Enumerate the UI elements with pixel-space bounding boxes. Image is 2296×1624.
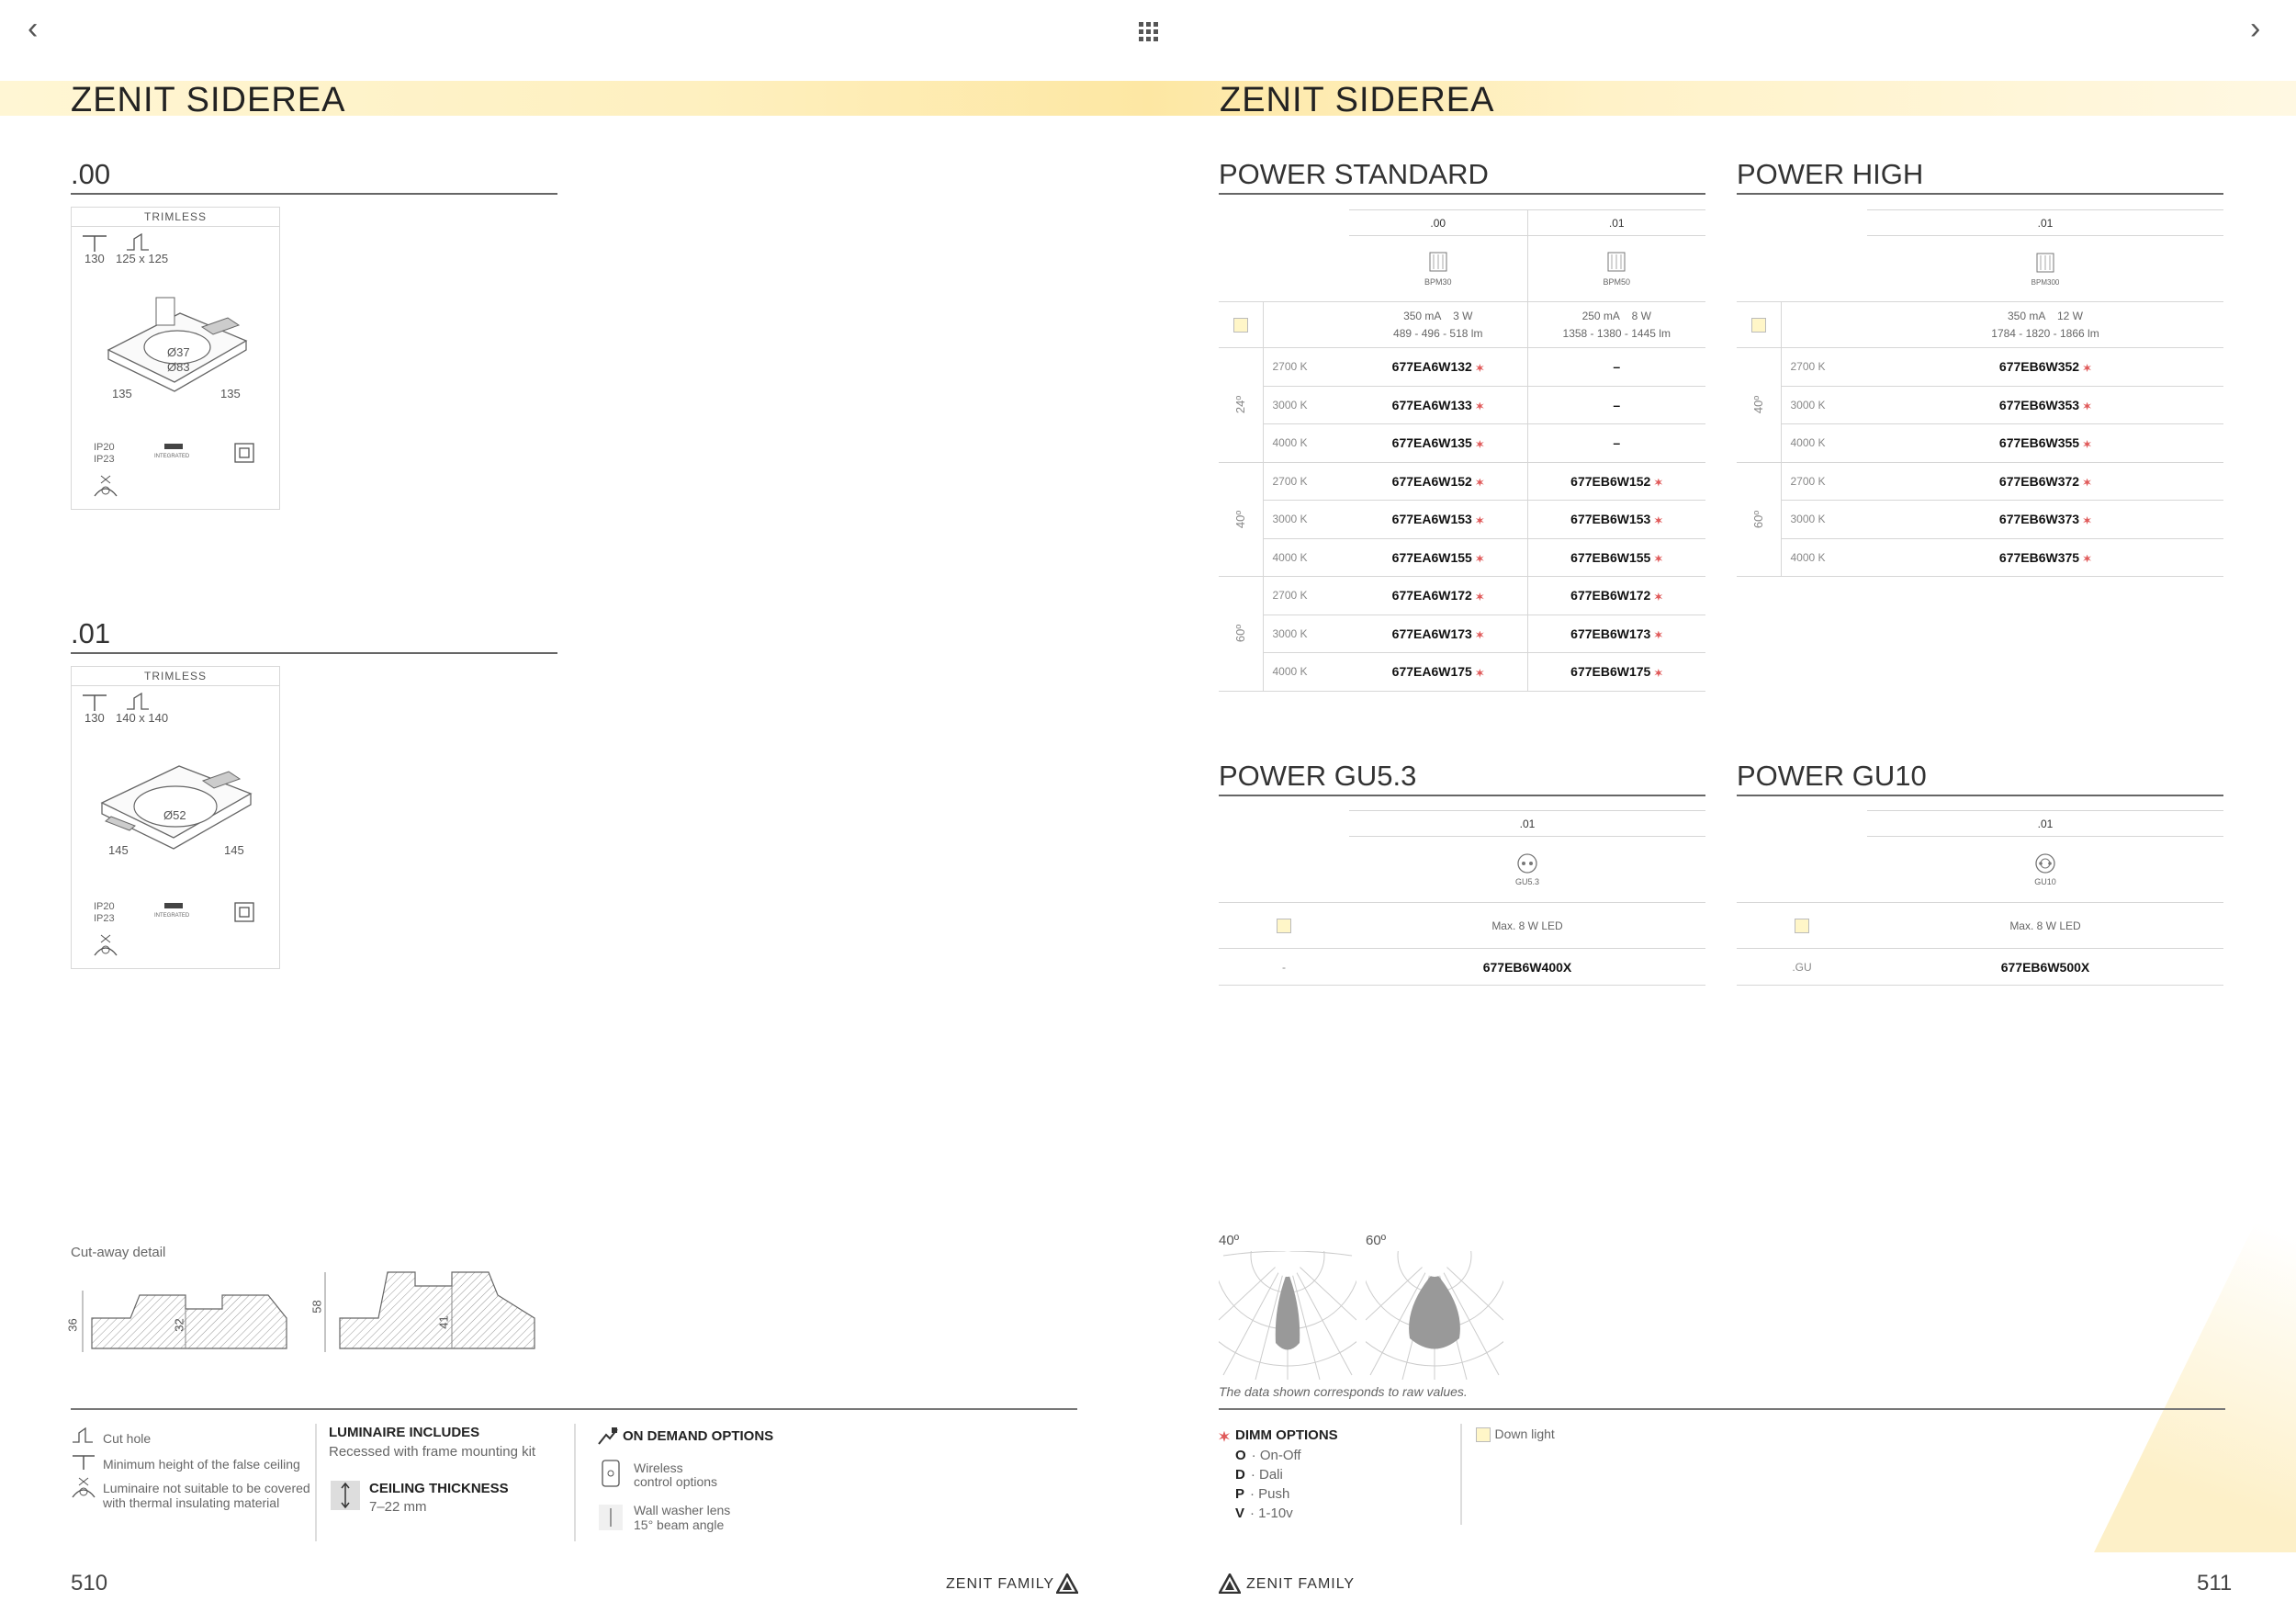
down-light-icon <box>1476 1427 1491 1442</box>
col-code: .01 <box>1349 811 1705 837</box>
dimm-icon <box>2083 440 2091 448</box>
spec-cell: 250 mA 8 W 1358 - 1380 - 1445 lm <box>1527 302 1705 348</box>
version-01-heading: .01 <box>71 617 557 654</box>
color-temperature-cell: 2700 K <box>1263 577 1349 615</box>
polar-diagram-60 <box>1366 1251 1503 1380</box>
article-code: 677EB6W355 <box>1867 424 2223 463</box>
dimm-option: O · On-Off <box>1235 1448 1301 1463</box>
dimm-icon <box>1654 592 1662 601</box>
article-code: 677EA6W175 <box>1349 653 1527 692</box>
diameter-2: Ø83 <box>167 360 190 374</box>
page-title-right: ZENIT SIDEREA <box>1220 81 1495 119</box>
article-code: – <box>1527 424 1705 463</box>
spec-cell: Max. 8 W LED <box>1867 903 2223 949</box>
beam-angle-cell: 40º <box>1737 348 1781 463</box>
beam-angle-cell: 24º <box>1219 348 1263 463</box>
article-code: 677EB6W375 <box>1867 538 2223 577</box>
beam-angle-label: 60º <box>1366 1233 1387 1248</box>
col-code: .01 <box>1867 210 2223 236</box>
dimm-icon <box>1476 440 1484 448</box>
dimm-icon <box>2083 555 2091 563</box>
width-1: 145 <box>108 843 129 857</box>
min-height-icon <box>81 693 131 713</box>
dimm-option: P · Push <box>1235 1486 1290 1502</box>
dimm-icon <box>2083 479 2091 487</box>
color-temperature-cell: 3000 K <box>1263 615 1349 653</box>
color-temperature-cell: 4000 K <box>1263 538 1349 577</box>
dimm-icon <box>1654 479 1662 487</box>
diameter-1: Ø52 <box>163 808 186 822</box>
source-cell: BPM30 <box>1349 236 1527 302</box>
article-code: 677EA6W172 <box>1349 577 1527 615</box>
col-code: .01 <box>1527 210 1705 236</box>
power-high-heading: POWER HIGH <box>1737 158 2223 195</box>
wireless-remote-icon <box>601 1459 621 1488</box>
source-cell: GU10 <box>1867 837 2223 903</box>
table-row <box>1219 424 1705 463</box>
source-cell: BPM50 <box>1527 236 1705 302</box>
article-code: 677EB6W500X <box>1867 949 2223 986</box>
version-00-card <box>71 207 280 510</box>
dimm-option: V · 1-10v <box>1235 1506 1293 1521</box>
dimm-icon <box>1654 631 1662 639</box>
color-temperature-cell: 3000 K <box>1781 386 1867 424</box>
legend-min-height: Minimum height of the false ceiling <box>103 1457 300 1472</box>
dimm-icon <box>1476 631 1484 639</box>
dimm-icon <box>1476 516 1484 524</box>
legend-thermal-1: Luminaire not suitable to be covered <box>103 1481 310 1495</box>
legend-divider <box>574 1424 576 1541</box>
gu53-lamp-icon <box>1516 852 1538 874</box>
light-glow-decoration <box>2094 1139 2296 1552</box>
variant-cell: - <box>1219 949 1349 986</box>
article-code: 677EA6W155 <box>1349 538 1527 577</box>
down-light-cell <box>1737 903 1867 949</box>
dimm-icon <box>1654 555 1662 563</box>
table-row <box>1737 424 2223 463</box>
table-row <box>1219 577 1705 615</box>
color-temperature-cell: 4000 K <box>1781 424 1867 463</box>
article-code: 677EB6W172 <box>1527 577 1705 615</box>
color-temperature-cell: 3000 K <box>1263 501 1349 539</box>
ceiling-title: CEILING THICKNESS <box>369 1481 509 1496</box>
card-title: TRIMLESS <box>72 667 279 686</box>
wireless-1: Wireless <box>634 1460 683 1475</box>
dimm-icon <box>2083 364 2091 372</box>
on-demand-icon <box>597 1426 619 1446</box>
beam-angle-cell: 60º <box>1219 577 1263 692</box>
min-height-icon <box>81 233 131 254</box>
ip-rating-1: IP20 <box>94 442 115 453</box>
dimm-icon <box>1654 669 1662 677</box>
cut-hole-icon <box>125 691 152 713</box>
color-temperature-cell: 2700 K <box>1781 462 1867 501</box>
cut-value: 125 x 125 <box>116 252 169 265</box>
driver-label: INTEGRATED <box>154 913 190 919</box>
down-light-cell <box>1219 302 1263 348</box>
table-row <box>1737 386 2223 424</box>
includes-title: LUMINAIRE INCLUDES <box>329 1425 480 1440</box>
includes-text: Recessed with frame mounting kit <box>329 1444 536 1460</box>
washer-2: 15° beam angle <box>634 1517 725 1532</box>
page-number-left: 510 <box>71 1571 108 1596</box>
dimm-icon <box>1476 402 1484 411</box>
table-row <box>1219 501 1705 539</box>
col-code: .01 <box>1867 811 2223 837</box>
article-code: 677EB6W400X <box>1349 949 1705 986</box>
power-standard-heading: POWER STANDARD <box>1219 158 1705 195</box>
down-light-cell <box>1219 903 1349 949</box>
washer-1: Wall washer lens <box>634 1503 731 1517</box>
cutaway-drawing <box>66 1268 544 1359</box>
dimm-icon <box>1476 592 1484 601</box>
col-code: .00 <box>1349 210 1527 236</box>
legend-rule-left <box>71 1408 1077 1410</box>
dimm-icon <box>1476 479 1484 487</box>
color-temperature-cell: 4000 K <box>1781 538 1867 577</box>
ceiling-text: 7–22 mm <box>369 1499 427 1515</box>
cutaway-label: Cut-away detail <box>71 1245 166 1260</box>
options-title: ON DEMAND OPTIONS <box>623 1428 774 1444</box>
table-row <box>1737 462 2223 501</box>
dimm-option: D · Dali <box>1235 1467 1283 1483</box>
next-page-button[interactable]: › <box>2250 11 2261 46</box>
ip-rating-2: IP23 <box>94 913 115 924</box>
beam-angle-cell: 40º <box>1219 462 1263 577</box>
power-high-table <box>1737 209 2223 577</box>
color-temperature-cell: 3000 K <box>1263 386 1349 424</box>
legend-divider <box>1460 1424 1462 1525</box>
article-code: 677EB6W173 <box>1527 615 1705 653</box>
beam-angle-label: 40º <box>1219 1233 1240 1248</box>
ip-rating-2: IP23 <box>94 454 115 465</box>
dimm-icon <box>1476 555 1484 563</box>
led-module-icon <box>2035 252 2055 276</box>
article-code: 677EB6W153 <box>1527 501 1705 539</box>
table-row <box>1219 348 1705 387</box>
wireless-2: control options <box>634 1474 718 1489</box>
power-gu10-table <box>1737 810 2223 986</box>
brand-right: ZENIT FAMILY <box>1246 1576 1356 1592</box>
article-code: – <box>1527 348 1705 387</box>
color-temperature-cell: 4000 K <box>1263 424 1349 463</box>
power-gu53-table <box>1219 810 1705 986</box>
spec-cell: 350 mA 3 W 489 - 496 - 518 lm <box>1349 302 1527 348</box>
prev-page-button[interactable]: ‹ <box>28 11 39 46</box>
table-row <box>1737 501 2223 539</box>
gu10-lamp-icon <box>2034 852 2056 874</box>
dimm-options-list <box>1235 1448 1301 1525</box>
article-code: 677EB6W152 <box>1527 462 1705 501</box>
dimm-icon <box>2083 402 2091 411</box>
thermal-insulation-icon <box>92 474 119 500</box>
legend-rule-right <box>1219 1408 2225 1410</box>
spec-cell: 350 mA 12 W 1784 - 1820 - 1866 lm <box>1867 302 2223 348</box>
width-2: 135 <box>220 387 241 400</box>
photometry-note: The data shown corresponds to raw values. <box>1219 1384 1468 1399</box>
color-temperature-cell: 4000 K <box>1263 653 1349 692</box>
article-code: 677EB6W175 <box>1527 653 1705 692</box>
article-code: 677EB6W352 <box>1867 348 2223 387</box>
class-ii-icon <box>233 901 255 923</box>
diameter-1: Ø37 <box>167 345 190 359</box>
power-standard-table <box>1219 209 1705 692</box>
table-row <box>1219 615 1705 653</box>
article-code: 677EA6W153 <box>1349 501 1527 539</box>
dimm-icon <box>2083 516 2091 524</box>
legend-cut-hole: Cut hole <box>103 1431 152 1446</box>
card-title: TRIMLESS <box>72 208 279 227</box>
dimm-title: DIMM OPTIONS <box>1235 1427 1338 1443</box>
version-01-card <box>71 666 280 969</box>
ceiling-thickness-icon <box>331 1481 360 1510</box>
color-temperature-cell: 2700 K <box>1781 348 1867 387</box>
page-number-right: 511 <box>2197 1571 2233 1596</box>
legend-thermal-2: with thermal insulating material <box>103 1495 280 1510</box>
ip-rating-1: IP20 <box>94 901 115 912</box>
class-ii-icon <box>233 442 255 464</box>
beam-angle-cell: 60º <box>1737 462 1781 577</box>
page-title-left: ZENIT SIDEREA <box>71 81 346 119</box>
article-code: 677EA6W133 <box>1349 386 1527 424</box>
driver-label: INTEGRATED <box>154 454 190 459</box>
article-code: – <box>1527 386 1705 424</box>
min-height-icon <box>71 1453 96 1472</box>
version-00-heading: .00 <box>71 158 557 195</box>
cut-hole-icon <box>125 231 152 254</box>
zenit-logo-icon <box>1219 1573 1241 1594</box>
table-row <box>1219 462 1705 501</box>
dimm-icon <box>1476 364 1484 372</box>
down-light-icon <box>1277 919 1291 933</box>
cutaway-h1: 36 <box>65 1318 80 1332</box>
cutaway-h4: 41 <box>436 1315 451 1329</box>
spec-cell: Max. 8 W LED <box>1349 903 1705 949</box>
power-gu53-heading: POWER GU5.3 <box>1219 760 1705 796</box>
article-code: 677EB6W155 <box>1527 538 1705 577</box>
width-2: 145 <box>224 843 244 857</box>
article-code: 677EA6W132 <box>1349 348 1527 387</box>
article-code: 677EB6W353 <box>1867 386 2223 424</box>
down-light-icon <box>1795 919 1809 933</box>
driver-icon <box>162 901 189 910</box>
table-row <box>1219 538 1705 577</box>
height-value: 130 <box>84 711 105 725</box>
table-row <box>1219 653 1705 692</box>
cut-hole-icon <box>71 1426 96 1444</box>
polar-diagram-40 <box>1219 1251 1356 1380</box>
zenit-logo-icon <box>1056 1573 1078 1594</box>
led-module-icon <box>1606 251 1626 275</box>
article-code: 677EB6W372 <box>1867 462 2223 501</box>
article-code: 677EA6W135 <box>1349 424 1527 463</box>
article-code: 677EA6W173 <box>1349 615 1527 653</box>
led-module-icon <box>1428 251 1448 275</box>
table-row <box>1737 348 2223 387</box>
driver-icon <box>162 442 189 451</box>
article-code: 677EB6W373 <box>1867 501 2223 539</box>
cutaway-h3: 58 <box>310 1300 324 1314</box>
variant-cell: .GU <box>1737 949 1867 986</box>
down-light-cell <box>1737 302 1781 348</box>
down-light-legend: Down light <box>1476 1427 1555 1443</box>
brand-left: ZENIT FAMILY <box>946 1576 1055 1592</box>
cut-value: 140 x 140 <box>116 711 169 725</box>
dimm-icon <box>1219 1428 1230 1445</box>
dimm-icon <box>1654 516 1662 524</box>
article-code: 677EA6W152 <box>1349 462 1527 501</box>
legend-divider <box>315 1424 317 1541</box>
source-cell: BPM300 <box>1867 236 2223 302</box>
table-row <box>1737 538 2223 577</box>
down-light-icon <box>1233 318 1248 333</box>
down-light-icon <box>1751 318 1766 333</box>
wall-washer-icon <box>599 1505 623 1530</box>
dimm-icon <box>1476 669 1484 677</box>
thermal-insulation-icon <box>92 933 119 959</box>
table-row <box>1219 386 1705 424</box>
color-temperature-cell: 2700 K <box>1263 462 1349 501</box>
power-gu10-heading: POWER GU10 <box>1737 760 2223 796</box>
height-value: 130 <box>84 252 105 265</box>
color-temperature-cell: 2700 K <box>1263 348 1349 387</box>
color-temperature-cell: 3000 K <box>1781 501 1867 539</box>
width-1: 135 <box>112 387 132 400</box>
cutaway-h2: 32 <box>172 1318 186 1332</box>
grid-menu-icon[interactable] <box>1139 22 1159 47</box>
source-cell: GU5.3 <box>1349 837 1705 903</box>
thermal-insulation-icon <box>71 1477 96 1501</box>
